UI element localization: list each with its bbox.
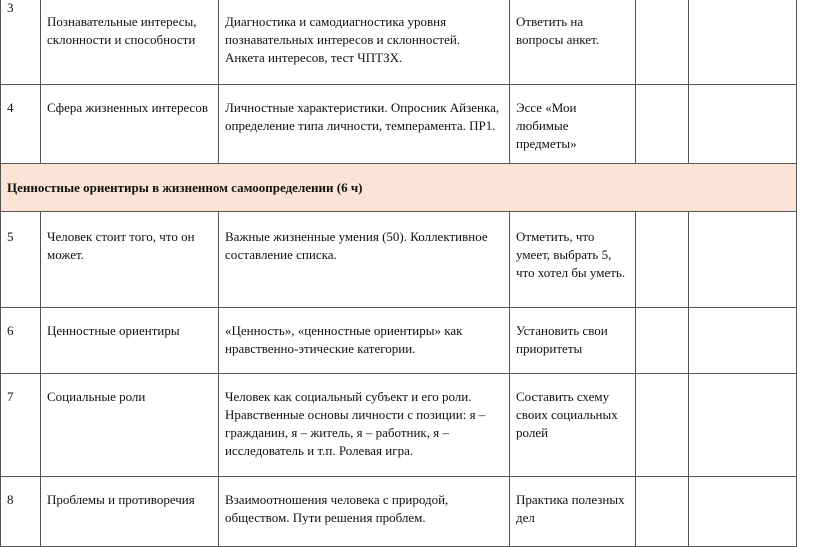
table-row	[1, 477, 797, 547]
content-cell: Взаимоотношения человека с природой, обществом. Пути решения проблем.	[219, 477, 510, 547]
table-row	[1, 0, 797, 85]
content-cell: Человек как социальный субъект и его роли. Нравственные основы личности с позиции: я – гражданин, я – житель, я – работник, я – исследователь и т.п. Ролевая игра.	[219, 374, 510, 477]
empty-cell	[689, 374, 797, 477]
empty-cell	[636, 374, 689, 477]
row-number: 6	[1, 308, 41, 374]
table-row	[1, 85, 797, 164]
task-cell: Отметить, что умеет, выбрать 5, что хотел бы уметь.	[510, 212, 636, 308]
topic-cell: Ценностные ориентиры	[41, 308, 219, 374]
empty-cell	[689, 0, 797, 85]
topic-cell: Проблемы и противоречия	[41, 477, 219, 547]
row-number: 5	[1, 212, 41, 308]
content-cell: Личностные характеристики. Опросник Айзенка, определение типа личности, темперамента. ПР1.	[219, 85, 510, 164]
empty-cell	[689, 308, 797, 374]
row-number: 7	[1, 374, 41, 477]
topic-cell: Человек стоит того, что он может.	[41, 212, 219, 308]
table-row	[1, 212, 797, 308]
task-cell: Эссе «Мои любимые предметы»	[510, 85, 636, 164]
empty-cell	[636, 0, 689, 85]
row-number: 4	[1, 85, 41, 164]
empty-cell	[689, 212, 797, 308]
empty-cell	[636, 85, 689, 164]
task-cell: Практика полезных дел	[510, 477, 636, 547]
content-cell: Важные жизненные умения (50). Коллективное составление списка.	[219, 212, 510, 308]
empty-cell	[636, 308, 689, 374]
content-cell: «Ценность», «ценностные ориентиры» как нравственно-этические категории.	[219, 308, 510, 374]
table-row	[1, 308, 797, 374]
topic-cell: Познавательные интересы, склонности и способности	[41, 0, 219, 85]
topic-cell: Социальные роли	[41, 374, 219, 477]
topic-cell: Сфера жизненных интересов	[41, 85, 219, 164]
empty-cell	[636, 212, 689, 308]
section-row	[1, 164, 797, 212]
empty-cell	[636, 477, 689, 547]
table-row	[1, 374, 797, 477]
task-cell: Установить свои приоритеты	[510, 308, 636, 374]
row-number: 3	[1, 0, 41, 85]
section-title: Ценностные ориентиры в жизненном самоопределении (6 ч)	[1, 164, 797, 212]
task-cell: Составить схему своих социальных ролей	[510, 374, 636, 477]
empty-cell	[689, 85, 797, 164]
empty-cell	[689, 477, 797, 547]
task-cell: Ответить на вопросы анкет.	[510, 0, 636, 85]
content-cell: Диагностика и самодиагностика уровня познавательных интересов и склонностей. Анкета интересов, тест ЧПТЗХ.	[219, 0, 510, 85]
row-number: 8	[1, 477, 41, 547]
